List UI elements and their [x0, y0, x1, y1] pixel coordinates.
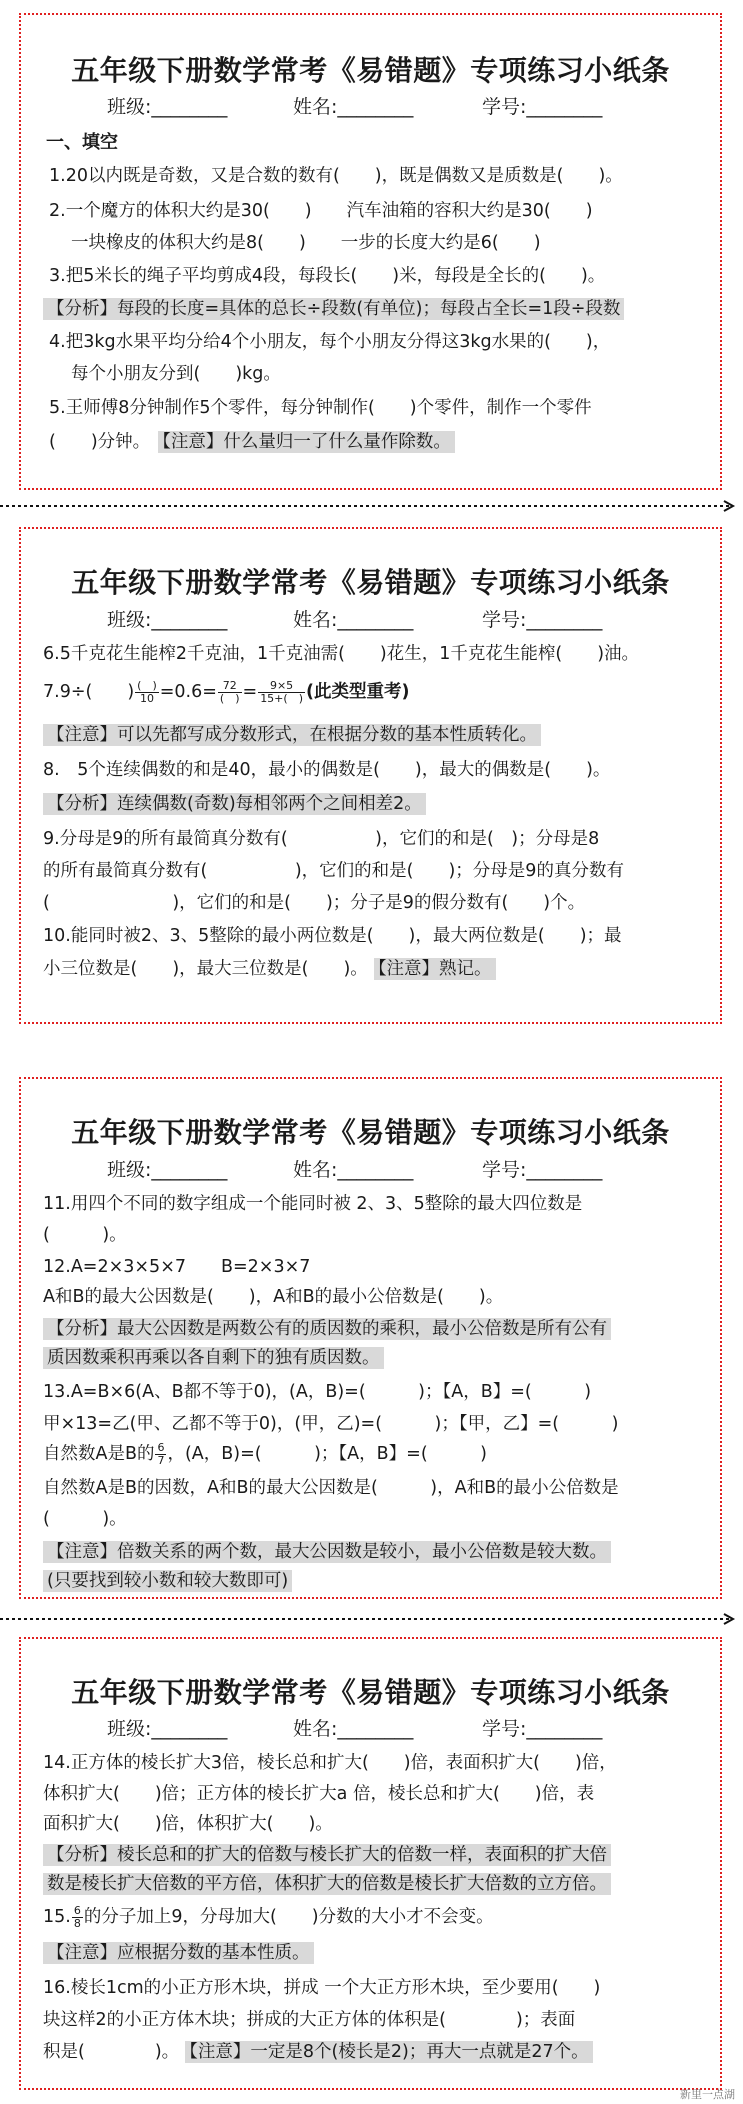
question-5-line-2: ( )分钟。 【注意】什么量归一了什么量作除数。 — [49, 429, 455, 455]
question-3: 3.把5米长的绳子平均剪成4段，每段长( )米，每段是全长的( )。 — [49, 266, 606, 286]
fraction: $\frac{6}{7}$ — [157, 1440, 165, 1467]
student-id-field[interactable]: 学号:________ — [482, 1718, 603, 1740]
analysis-note: 【分析】每段的长度=具体的总长÷段数(有单位)；每段占全长=1段÷段数 — [43, 296, 624, 322]
question-14-line-3: 面积扩大( )倍，体积扩大( )。 — [43, 1814, 333, 1834]
analysis-note-line-1: 【分析】棱长总和的扩大的倍数与棱长扩大的倍数一样，表面积的扩大倍 — [43, 1842, 611, 1868]
fraction: $\frac{6}{8}$ — [73, 1903, 81, 1930]
class-field[interactable]: 班级:________ — [107, 1159, 228, 1181]
practice-card-4 — [19, 1637, 722, 2090]
practice-card-3 — [19, 1077, 722, 1599]
question-12-line-2: A和B的最大公因数是( )，A和B的最小公倍数是( )。 — [43, 1287, 504, 1307]
question-13-line-5: ( )。 — [43, 1509, 127, 1529]
analysis-note-line-1: 【分析】最大公因数是两数公有的质因数的乘积，最小公倍数是所有公有 — [43, 1316, 611, 1342]
name-field[interactable]: 姓名:________ — [293, 96, 414, 118]
question-4-line-2: 每个小朋友分到( )kg。 — [71, 364, 281, 384]
analysis-note-line-2: 质因数乘积再乘以各自剩下的独有质因数。 — [43, 1345, 384, 1371]
class-field[interactable]: 班级:________ — [107, 1718, 228, 1740]
analysis-note-line-2: 数是棱长扩大倍数的平方倍，体积扩大的倍数是棱长扩大倍数的立方倍。 — [43, 1871, 611, 1897]
attention-note: 【注意】可以先都写成分数形式，在根据分数的基本性质转化。 — [43, 722, 541, 748]
attention-note: 【注意】一定是8个(棱长是2)；再大一点就是27个。 — [185, 2041, 592, 2063]
question-13-line-4: 自然数A是B的因数，A和B的最大公因数是( )，A和B的最小公倍数是 — [43, 1478, 619, 1498]
attention-note: 【注意】应根据分数的基本性质。 — [43, 1940, 314, 1966]
question-4-line-1: 4.把3kg水果平均分给4个小朋友，每个小朋友分得这3kg水果的( )， — [49, 332, 611, 352]
cut-line-1 — [0, 499, 743, 513]
class-field[interactable]: 班级:________ — [107, 609, 228, 631]
question-13-line-1: 13.A=B×6(A、B都不等于0)，(A，B)=( )；【A，B】=( ) — [43, 1382, 592, 1402]
question-9-line-1: 9.分母是9的所有最简真分数有( )，它们的和是( )；分母是8 — [43, 829, 600, 849]
practice-card-2 — [19, 527, 722, 1024]
question-15: 15. $\frac{6}{8}$ 的分子加上9，分母加大( )分数的大小才不会变。 — [43, 1903, 494, 1930]
question-5-line-1: 5.王师傅8分钟制作5个零件，每分钟制作( )个零件，制作一个零件 — [49, 398, 592, 418]
question-14-line-2: 体积扩大( )倍；正方体的棱长扩大a 倍，棱长总和扩大( )倍，表 — [43, 1784, 595, 1804]
question-6: 6.5千克花生能榨2千克油，1千克油需( )花生，1千克花生能榨( )油。 — [43, 644, 640, 664]
question-9-line-3: ( )，它们的和是( )；分子是9的假分数有( )个。 — [43, 893, 586, 913]
question-2-line-1: 2.一个魔方的体积大约是30( ) 汽车油箱的容积大约是30( ) — [49, 201, 593, 221]
attention-note: 【注意】什么量归一了什么量作除数。 — [158, 431, 455, 453]
attention-note-line-2: (只要找到较小数和较大数即可) — [43, 1568, 292, 1594]
question-9-line-2: 的所有最简真分数有( )，它们的和是( )；分母是9的真分数有 — [43, 861, 624, 881]
name-field[interactable]: 姓名:________ — [293, 1718, 414, 1740]
section-heading: 一、填空 — [46, 132, 118, 153]
question-7: 7.9÷( ) $\frac{( )}{10}$ =0.6= $\frac{72}{( )}$ = $\frac{9\times 5}{15+( )}$ (此类型重考) — [43, 678, 410, 705]
question-14-line-1: 14.正方体的棱长扩大3倍，棱长总和扩大( )倍，表面积扩大( )倍， — [43, 1753, 617, 1773]
attention-note: 【注意】熟记。 — [374, 958, 496, 980]
student-id-field[interactable]: 学号:________ — [482, 1159, 603, 1181]
card-title: 五年级下册数学常考《易错题》专项练习小纸条 — [71, 1676, 670, 1709]
retest-tag: (此类型重考) — [305, 682, 410, 702]
question-8: 8. 5个连续偶数的和是40，最小的偶数是( )，最大的偶数是( )。 — [43, 760, 611, 780]
question-16-line-1: 16.棱长1cm的小正方形木块，拼成 一个大正方形木块，至少要用( ) — [43, 1978, 601, 1998]
card-title: 五年级下册数学常考《易错题》专项练习小纸条 — [71, 1116, 670, 1149]
question-10-line-1: 10.能同时被2、3、5整除的最小两位数是( )，最大两位数是( )；最 — [43, 926, 622, 946]
student-id-field[interactable]: 学号:________ — [482, 96, 603, 118]
name-field[interactable]: 姓名:________ — [293, 1159, 414, 1181]
card-title: 五年级下册数学常考《易错题》专项练习小纸条 — [71, 566, 670, 599]
question-11-line-1: 11.用四个不同的数字组成一个能同时被 2、3、5整除的最大四位数是 — [43, 1194, 583, 1214]
question-13-line-3: 自然数A是B的 $\frac{6}{7}$ ，(A，B)=( )；【A，B】=( ) — [43, 1440, 487, 1467]
class-field[interactable]: 班级:________ — [107, 96, 228, 118]
question-16-line-2: 块这样2的小正方体木块；拼成的大正方体的体积是( )；表面 — [43, 2010, 576, 2030]
question-12-line-1: 12.A=2×3×5×7 B=2×3×7 — [43, 1257, 311, 1277]
fraction: $\frac{( )}{10}$ — [137, 678, 157, 705]
card-title: 五年级下册数学常考《易错题》专项练习小纸条 — [71, 54, 670, 87]
name-field[interactable]: 姓名:________ — [293, 609, 414, 631]
student-id-field[interactable]: 学号:________ — [482, 609, 603, 631]
fraction: $\frac{9\times 5}{15+( )}$ — [260, 678, 303, 705]
cut-line-2 — [0, 1612, 743, 1626]
analysis-note: 【分析】连续偶数(奇数)每相邻两个之间相差2。 — [43, 791, 426, 817]
question-16-line-3: 积是( )。 【注意】一定是8个(棱长是2)；再大一点就是27个。 — [43, 2039, 593, 2065]
practice-card-1 — [19, 13, 722, 490]
question-11-line-2: ( )。 — [43, 1225, 127, 1245]
attention-note-line-1: 【注意】倍数关系的两个数，最大公因数是较小，最小公倍数是较大数。 — [43, 1539, 611, 1565]
watermark-text: 新里一点湖 — [680, 2088, 735, 2101]
fraction: $\frac{72}{( )}$ — [219, 678, 240, 705]
question-10-line-2: 小三位数是( )，最大三位数是( )。 【注意】熟记。 — [43, 956, 496, 982]
question-2-line-2: 一块橡皮的体积大约是8( ) 一步的长度大约是6( ) — [71, 233, 541, 253]
question-13-line-2: 甲×13=乙(甲、乙都不等于0)，(甲，乙)=( )；【甲，乙】=( ) — [43, 1414, 619, 1434]
question-1: 1.20以内既是奇数，又是合数的数有( )，既是偶数又是质数是( )。 — [49, 166, 623, 186]
